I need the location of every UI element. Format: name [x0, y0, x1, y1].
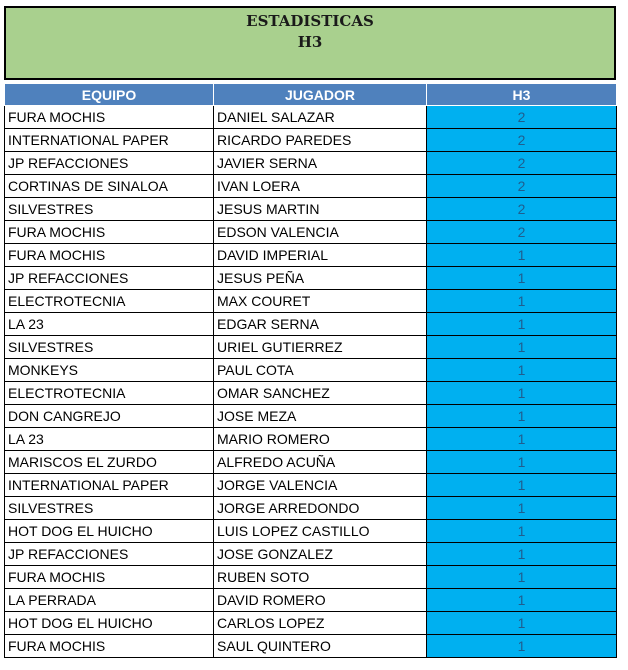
cell-equipo: FURA MOCHIS: [5, 635, 214, 658]
cell-jugador: JOSE GONZALEZ: [214, 543, 427, 566]
cell-h3: 1: [427, 589, 617, 612]
cell-h3: 1: [427, 543, 617, 566]
cell-h3: 1: [427, 474, 617, 497]
table-row: [5, 543, 617, 566]
cell-jugador: ALFREDO ACUÑA: [214, 451, 427, 474]
cell-equipo: SILVESTRES: [5, 497, 214, 520]
cell-h3: 2: [427, 129, 617, 152]
cell-h3: 1: [427, 428, 617, 451]
cell-equipo: MARISCOS EL ZURDO: [5, 451, 214, 474]
cell-jugador: DANIEL SALAZAR: [214, 106, 427, 129]
cell-h3: 1: [427, 359, 617, 382]
cell-jugador: RICARDO PAREDES: [214, 129, 427, 152]
cell-equipo: FURA MOCHIS: [5, 106, 214, 129]
table-row: [5, 612, 617, 635]
cell-jugador: SAUL QUINTERO: [214, 635, 427, 658]
table-row: [5, 428, 617, 451]
table-row: [5, 382, 617, 405]
table-row: [5, 566, 617, 589]
stats-sheet: [4, 6, 616, 658]
table-row: [5, 152, 617, 175]
cell-h3: 1: [427, 635, 617, 658]
cell-equipo: FURA MOCHIS: [5, 566, 214, 589]
title-line-2: H3: [297, 33, 323, 51]
cell-jugador: MARIO ROMERO: [214, 428, 427, 451]
title-line-1: ESTADISTICAS: [246, 12, 374, 30]
cell-jugador: IVAN LOERA: [214, 175, 427, 198]
cell-jugador: EDSON VALENCIA: [214, 221, 427, 244]
cell-h3: 1: [427, 313, 617, 336]
table-row: [5, 244, 617, 267]
table-row: [5, 520, 617, 543]
cell-jugador: RUBEN SOTO: [214, 566, 427, 589]
cell-jugador: PAUL COTA: [214, 359, 427, 382]
cell-jugador: EDGAR SERNA: [214, 313, 427, 336]
cell-equipo: CORTINAS DE SINALOA: [5, 175, 214, 198]
cell-jugador: JESUS PEÑA: [214, 267, 427, 290]
cell-jugador: JAVIER SERNA: [214, 152, 427, 175]
cell-jugador: CARLOS LOPEZ: [214, 612, 427, 635]
table-body: [5, 106, 617, 658]
cell-equipo: SILVESTRES: [5, 198, 214, 221]
cell-equipo: JP REFACCIONES: [5, 267, 214, 290]
cell-h3: 2: [427, 198, 617, 221]
cell-jugador: JORGE VALENCIA: [214, 474, 427, 497]
table-row: [5, 313, 617, 336]
cell-h3: 1: [427, 336, 617, 359]
cell-h3: 1: [427, 497, 617, 520]
table-row: [5, 290, 617, 313]
cell-jugador: JORGE ARREDONDO: [214, 497, 427, 520]
table-row: [5, 267, 617, 290]
cell-jugador: JESUS MARTIN: [214, 198, 427, 221]
table-row: [5, 359, 617, 382]
cell-h3: 1: [427, 244, 617, 267]
cell-jugador: DAVID ROMERO: [214, 589, 427, 612]
table-row: [5, 635, 617, 658]
cell-h3: 1: [427, 290, 617, 313]
header-h3: H3: [427, 84, 617, 106]
cell-equipo: FURA MOCHIS: [5, 221, 214, 244]
cell-equipo: LA 23: [5, 313, 214, 336]
table-row: [5, 221, 617, 244]
table-row: [5, 451, 617, 474]
table-row: [5, 336, 617, 359]
cell-jugador: MAX COURET: [214, 290, 427, 313]
cell-h3: 2: [427, 221, 617, 244]
cell-equipo: LA PERRADA: [5, 589, 214, 612]
cell-equipo: INTERNATIONAL PAPER: [5, 474, 214, 497]
cell-equipo: SILVESTRES: [5, 336, 214, 359]
table-row: [5, 106, 617, 129]
table-row: [5, 474, 617, 497]
cell-equipo: JP REFACCIONES: [5, 152, 214, 175]
table-row: [5, 175, 617, 198]
cell-equipo: ELECTROTECNIA: [5, 290, 214, 313]
cell-jugador: LUIS LOPEZ CASTILLO: [214, 520, 427, 543]
cell-h3: 2: [427, 106, 617, 129]
cell-equipo: MONKEYS: [5, 359, 214, 382]
table-row: [5, 405, 617, 428]
cell-jugador: DAVID IMPERIAL: [214, 244, 427, 267]
cell-h3: 1: [427, 520, 617, 543]
title-banner: [4, 6, 616, 80]
cell-equipo: HOT DOG EL HUICHO: [5, 612, 214, 635]
table-row: [5, 198, 617, 221]
cell-h3: 1: [427, 267, 617, 290]
cell-h3: 1: [427, 566, 617, 589]
cell-h3: 2: [427, 175, 617, 198]
cell-h3: 1: [427, 382, 617, 405]
cell-h3: 2: [427, 152, 617, 175]
cell-jugador: OMAR SANCHEZ: [214, 382, 427, 405]
table-row: [5, 129, 617, 152]
cell-equipo: ELECTROTECNIA: [5, 382, 214, 405]
table-row: [5, 589, 617, 612]
cell-equipo: INTERNATIONAL PAPER: [5, 129, 214, 152]
cell-equipo: DON CANGREJO: [5, 405, 214, 428]
cell-h3: 1: [427, 612, 617, 635]
cell-equipo: FURA MOCHIS: [5, 244, 214, 267]
header-equipo: EQUIPO: [5, 84, 214, 106]
cell-h3: 1: [427, 451, 617, 474]
header-row: [5, 84, 617, 106]
cell-equipo: HOT DOG EL HUICHO: [5, 520, 214, 543]
header-jugador: JUGADOR: [214, 84, 427, 106]
stats-table: [4, 83, 617, 658]
cell-equipo: LA 23: [5, 428, 214, 451]
cell-h3: 1: [427, 405, 617, 428]
cell-jugador: URIEL GUTIERREZ: [214, 336, 427, 359]
cell-equipo: JP REFACCIONES: [5, 543, 214, 566]
cell-jugador: JOSE MEZA: [214, 405, 427, 428]
table-row: [5, 497, 617, 520]
